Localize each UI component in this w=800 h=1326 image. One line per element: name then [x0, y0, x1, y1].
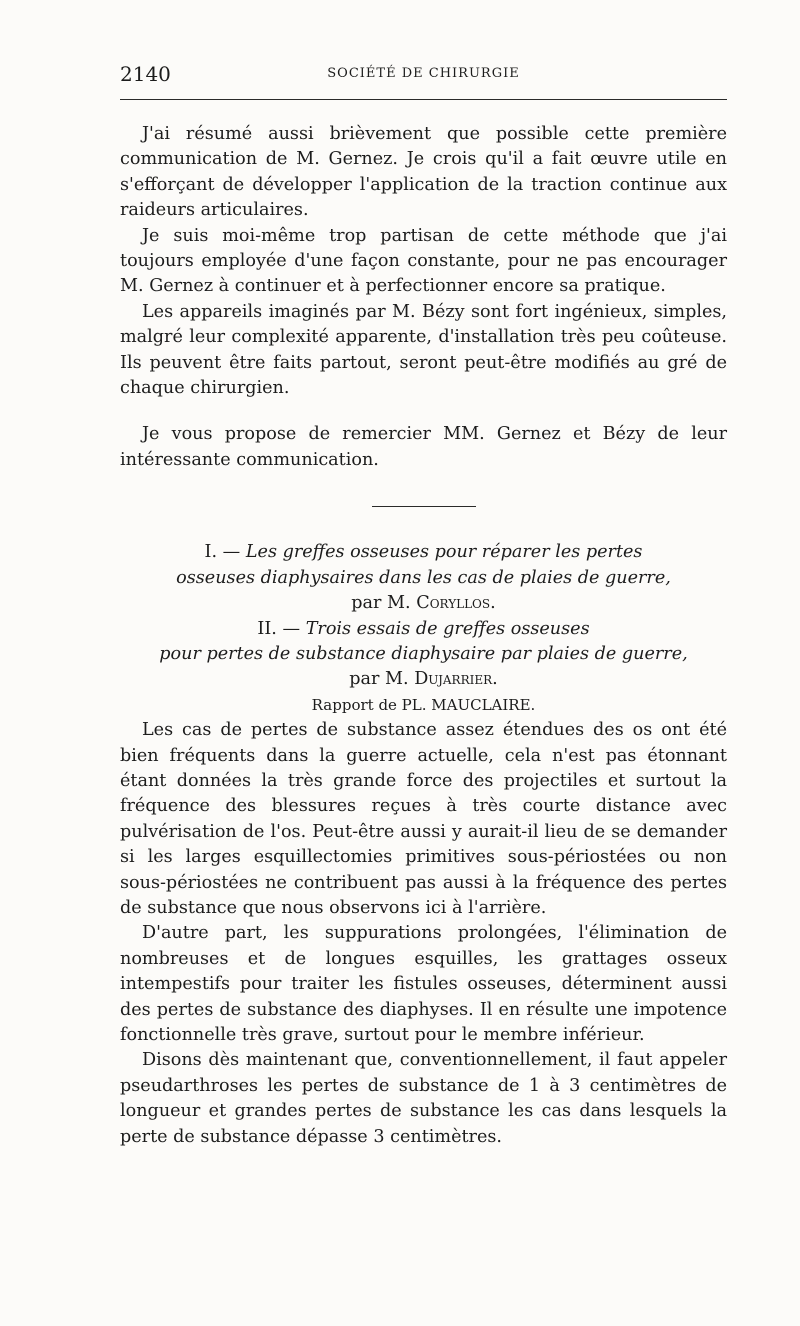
section-2-numeral: II. —	[257, 618, 301, 639]
section-2-title-line2: pour pertes de substance diaphysaire par plaies de guerre,	[159, 643, 688, 664]
author-prefix: par M.	[351, 593, 411, 614]
running-title: SOCIÉTÉ DE CHIRURGIE	[327, 66, 520, 81]
paragraph: Les cas de pertes de substance assez étendues des os ont été bien fréquents dans la guerre actuelle, cela n'est pas étonnant étant données la très grande force des projectiles et surtout la fréquence des blessures reçues à très courte distance avec pulvérisation de l'os. Peut-être aussi y aurait-il lieu de se demander si les larges esquillectomies primitives sous-périostées ou non sous-périostées ne contribuent pas aussi à la fréquence des pertes de substance que nous observons ici à l'arrière.	[120, 720, 727, 918]
section-1-author	[120, 591, 727, 616]
author-name: Dujarrier.	[414, 669, 498, 690]
paragraph: D'autre part, les suppurations prolongées, l'élimination de nombreuses et de longues esquilles, les grattages osseux intempestifs pour traiter les fistules osseuses, déterminent aussi des pertes de substance des diaphyses. Il en résulte une impotence fonctionnelle très grave, surtout pour le membre inférieur.	[120, 923, 727, 1045]
body-text	[120, 122, 727, 1150]
author-prefix: par M.	[349, 669, 409, 690]
section-2-author	[120, 667, 727, 692]
paragraph: Je suis moi-même trop partisan de cette méthode que j'ai toujours employée d'une façon constante, pour ne pas encourager M. Gernez à continuer et à perfectionner encore sa pratique.	[120, 225, 727, 297]
header-rule	[120, 99, 727, 100]
page-header	[120, 62, 727, 92]
section-1-title	[120, 540, 727, 565]
section-1-title-line1: Les greffes osseuses pour réparer les pertes	[245, 542, 643, 563]
rapport-heading: Rapport de PL. MAUCLAIRE.	[311, 695, 536, 714]
paragraph-conclusion: Je vous propose de remercier MM. Gernez et Bézy de leur intéressante communication.	[120, 424, 727, 470]
page-number: 2140	[120, 62, 171, 86]
paragraph: Les appareils imaginés par M. Bézy sont fort ingénieux, simples, malgré leur complexité apparente, d'installation très peu coûteuse. Ils peuvent être faits partout, seront peut-être modifiés au gré de chaque chirurgien.	[120, 301, 727, 399]
section-1-title-line2: osseuses diaphysaires dans les cas de plaies de guerre,	[176, 567, 671, 588]
section-divider	[372, 506, 476, 507]
section-2-title-line1: Trois essais de greffes osseuses	[305, 618, 590, 639]
author-name: Coryllos.	[416, 593, 496, 614]
section-1-numeral: I. —	[204, 542, 241, 563]
section-2-title	[120, 617, 727, 642]
paragraph: J'ai résumé aussi brièvement que possible cette première communication de M. Gernez. Je crois qu'il a fait œuvre utile en s'efforçant de développer l'application de la traction continue aux raideurs articulaires.	[120, 124, 727, 221]
paragraph: Disons dès maintenant que, conventionnellement, il faut appeler pseudarthroses les pertes de substance de 1 à 3 centimètres de longueur et grandes pertes de substance les cas dans lesquels la perte de substance dépasse 3 centimètres.	[120, 1050, 727, 1147]
